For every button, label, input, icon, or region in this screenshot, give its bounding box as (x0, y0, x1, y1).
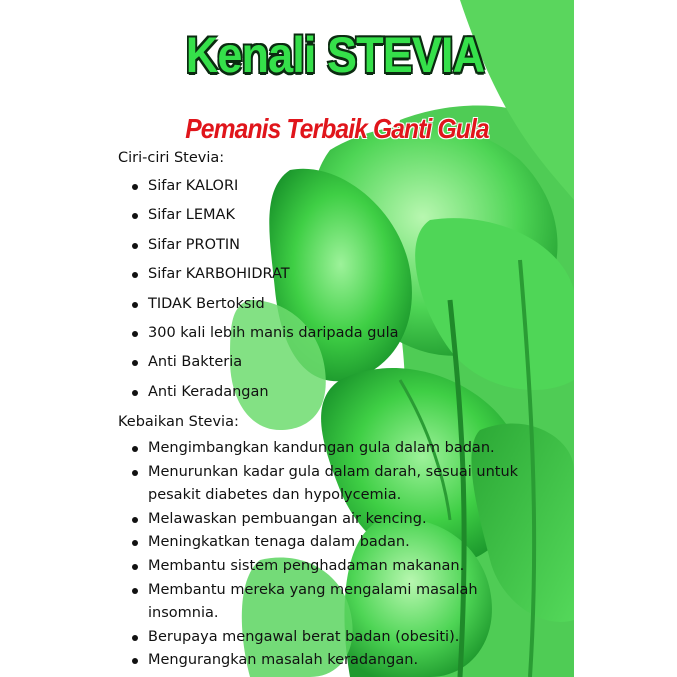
list-item: TIDAK Bertoksid (126, 290, 399, 319)
list-item: Mengimbangkan kandungan gula dalam badan. (126, 437, 528, 461)
list-item: Sifar KALORI (126, 172, 399, 201)
benefits-heading: Kebaikan Stevia: (118, 414, 239, 430)
list-item: Melawaskan pembuangan air kencing. (126, 508, 528, 532)
poster-subtitle: Pemanis Terbaik Ganti Gula (185, 113, 489, 144)
features-list (126, 172, 399, 407)
list-item: Membantu mereka yang mengalami masalah insomnia. (126, 579, 528, 626)
benefits-list (126, 437, 528, 673)
list-item: Meningkatkan tenaga dalam badan. (126, 531, 528, 555)
list-item: Sifar PROTIN (126, 231, 399, 260)
stevia-poster (100, 0, 574, 677)
list-item: Sifar KARBOHIDRAT (126, 260, 399, 289)
list-item: Menurunkan kadar gula dalam darah, sesuai untuk pesakit diabetes dan hypolycemia. (126, 461, 528, 508)
poster-title: Kenali STEVIA (185, 27, 485, 83)
features-heading: Ciri-ciri Stevia: (118, 150, 225, 166)
list-item: Berupaya mengawal berat badan (obesiti). (126, 626, 528, 650)
list-item: 300 kali lebih manis daripada gula (126, 319, 399, 348)
list-item: Sifar LEMAK (126, 201, 399, 230)
list-item: Membantu sistem penghadaman makanan. (126, 555, 528, 579)
list-item: Anti Bakteria (126, 348, 399, 377)
list-item: Anti Keradangan (126, 378, 399, 407)
list-item: Mengurangkan masalah keradangan. (126, 649, 528, 673)
